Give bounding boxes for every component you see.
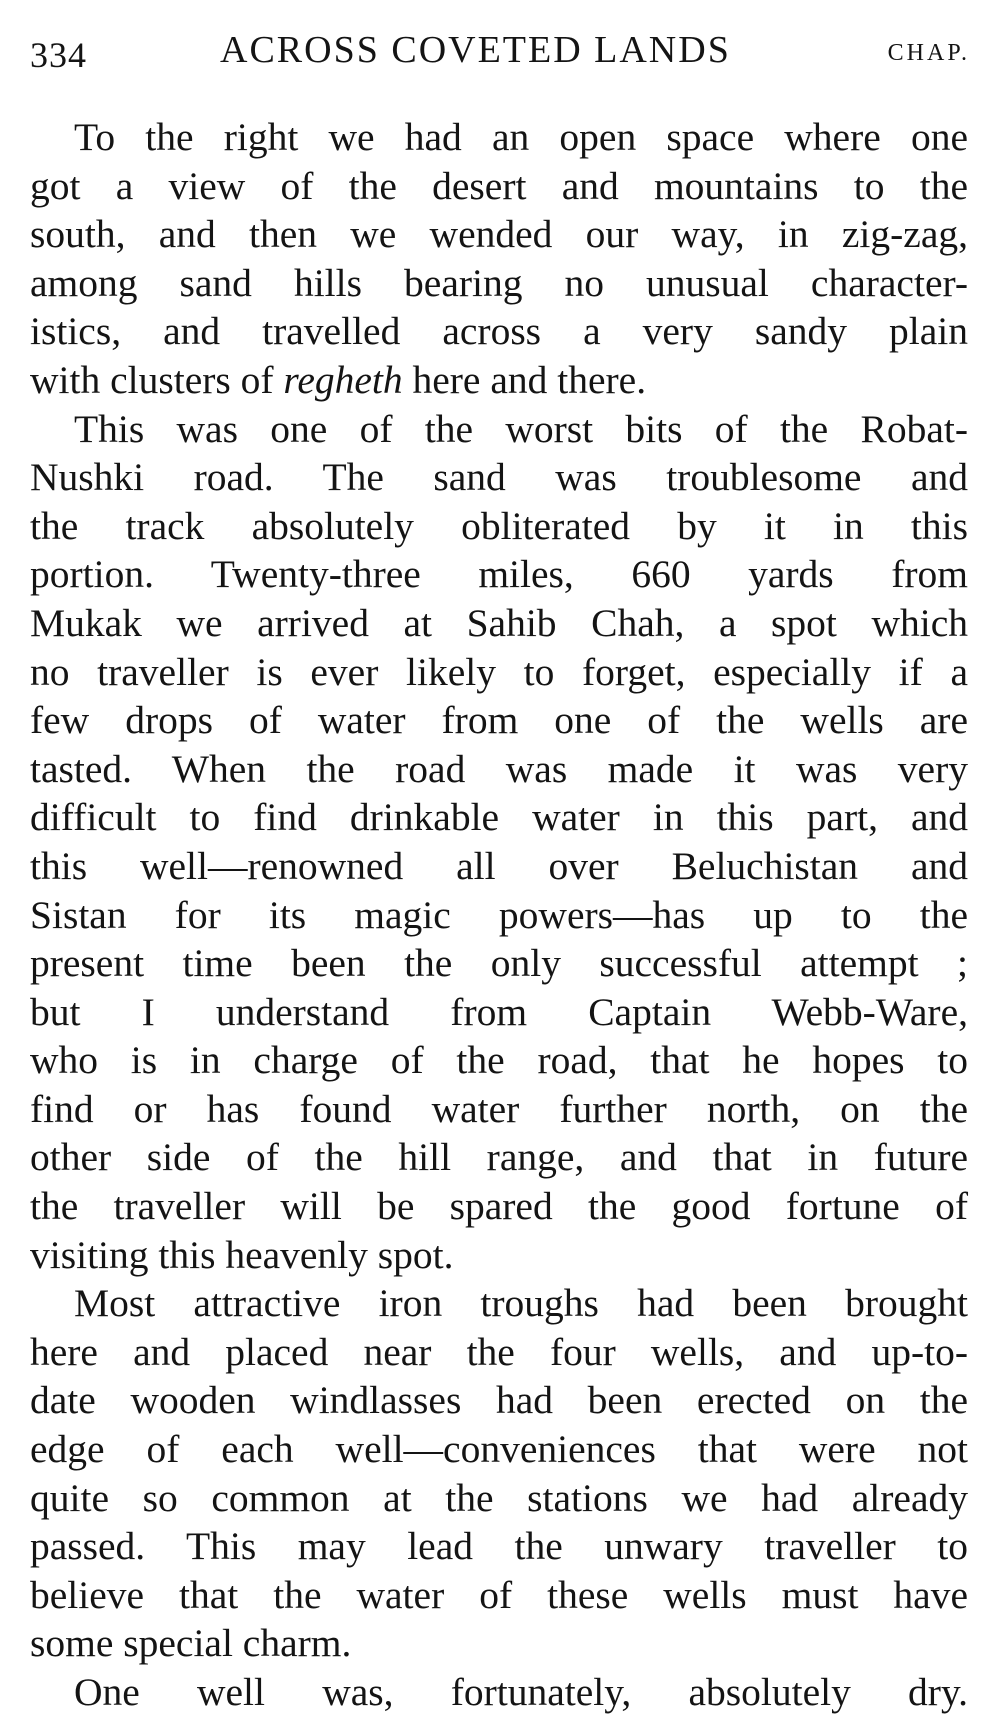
text-line: but I understand from Captain Webb-Ware, [30, 989, 968, 1034]
text-line: Most attractive iron troughs had been brought [74, 1281, 968, 1326]
text-line: portion. Twenty-three miles, 660 yards from [30, 552, 968, 597]
paragraph-1 [30, 113, 968, 405]
text-line: who is in charge of the road, that he hopes to [30, 1038, 968, 1083]
text-line [30, 356, 968, 405]
page-number: 334 [30, 35, 87, 75]
text-line: Mukak we arrived at Sahib Chah, a spot which [30, 600, 968, 645]
text-line: this well—renowned all over Beluchistan and [30, 843, 968, 888]
text-segment: with clusters of [30, 357, 284, 402]
text-line: tasted. When the road was made it was very [30, 746, 968, 791]
italic-word: regheth [283, 357, 403, 402]
body-text [30, 113, 968, 1717]
chapter-mark: CHAP. [887, 40, 970, 66]
paragraph-3 [30, 1279, 968, 1668]
text-line: some special charm. [30, 1621, 352, 1666]
text-line: visiting this heavenly spot. [30, 1232, 454, 1277]
running-head [30, 28, 970, 78]
text-line: To the right we had an open space where one [74, 115, 968, 159]
text-line: date wooden windlasses had been erected on the [30, 1378, 968, 1423]
text-line: the track absolutely obliterated by it in this [30, 503, 968, 548]
text-line: Sistan for its magic powers—has up to the [30, 892, 968, 937]
text-line: got a view of the desert and mountains to the [30, 163, 968, 208]
text-line: other side of the hill range, and that in future [30, 1135, 968, 1180]
running-title: ACROSS COVETED LANDS [220, 29, 731, 71]
text-line: south, and then we wended our way, in zig-zag, [30, 212, 968, 257]
text-line: find or has found water further north, on the [30, 1086, 968, 1131]
text-line: the traveller will be spared the good fortune of [30, 1184, 968, 1229]
text-line: no traveller is ever likely to forget, especially if a [30, 649, 968, 694]
text-line: quite so common at the stations we had already [30, 1475, 968, 1520]
paragraph-4 [30, 1668, 968, 1717]
text-line: istics, and travelled across a very sandy plain [30, 309, 968, 354]
text-line: among sand hills bearing no unusual character- [30, 260, 968, 305]
text-line: difficult to find drinkable water in this part, and [30, 795, 968, 840]
text-line: Nushki road. The sand was troublesome and [30, 455, 968, 500]
text-line: present time been the only successful attempt ; [30, 941, 968, 986]
paragraph-2 [30, 405, 968, 1280]
text-line: edge of each well—conveniences that were not [30, 1427, 968, 1472]
text-line: passed. This may lead the unwary traveller to [30, 1524, 968, 1569]
text-line: One well was, fortunately, absolutely dry. [74, 1670, 968, 1714]
text-line: here and placed near the four wells, and up-to- [30, 1329, 968, 1374]
text-line: This was one of the worst bits of the Robat- [74, 406, 968, 451]
text-line: believe that the water of these wells must have [30, 1572, 968, 1617]
text-line: few drops of water from one of the wells are [30, 698, 968, 743]
text-segment: here and there. [402, 357, 647, 402]
